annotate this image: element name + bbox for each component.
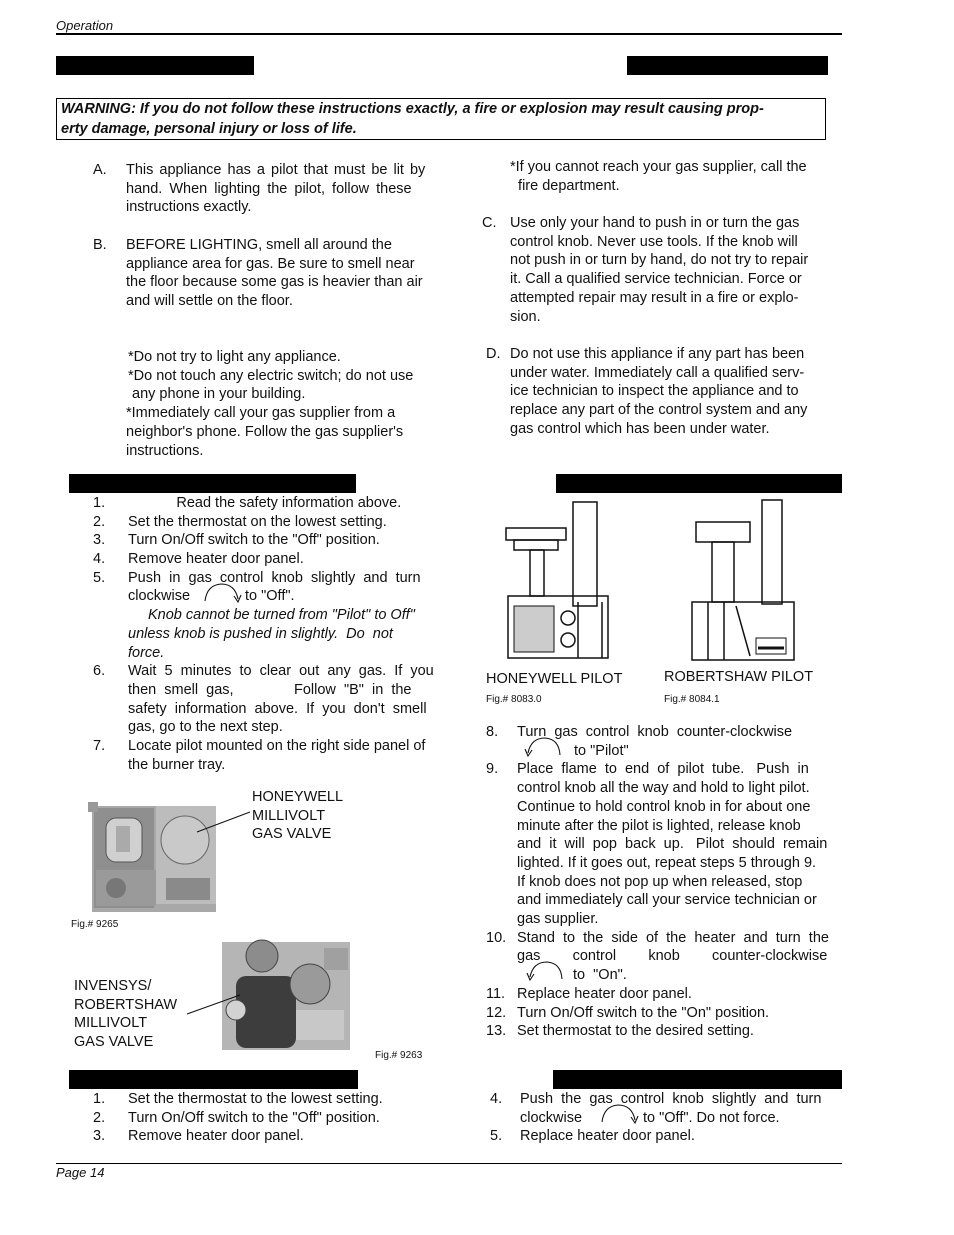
step-text: Turn gas control knob counter-clockwise [517,724,793,740]
step-text: clockwise [520,1109,583,1126]
step-text: to "Pilot" [574,742,629,759]
safety-c-line: control knob. Never use tools. If the knob will [510,233,798,250]
step-text: gas control knob counter-clockwise [517,948,828,965]
shutoff-bar-left [69,1070,358,1089]
step-text: Remove heater door panel. [128,551,304,568]
fig-9265-caption: Fig.# 9265 [71,919,119,930]
step-text-line [520,1109,840,1128]
safety-c-line: attempted repair may result in a fire or explo- [510,289,799,306]
label-line: GAS VALVE [74,1034,154,1051]
step-text: and it will pop back up. Pilot should remain [517,836,828,853]
bullet-line: any phone in your building. [128,386,306,403]
section-header: Operation [56,18,114,33]
step-text: control knob all the way and hold to light pilot. [517,780,810,797]
step-number: 1. [93,495,106,511]
step-number: 5. [490,1128,503,1145]
safety-c-line: Use only your hand to push in or turn the gas [510,215,800,231]
safety-d-line: under water. Immediately call a qualified serv- [510,364,805,381]
lighting-step [93,662,445,737]
shutoff-step [93,1109,433,1128]
step-text: to "Off". Do not force. [643,1109,780,1126]
lighting-steps [93,494,445,774]
step-text: gas, go to the next step. [128,719,283,736]
lighting-step [93,569,445,588]
honeywell-pilot-label: HONEYWELL PILOT [486,671,623,687]
safety-d-line: gas control which has been under water. [510,420,770,437]
step-text: minute after the pilot is lighted, release knob [517,817,801,834]
safety-b-line: appliance area for gas. Be sure to smell near [126,255,415,272]
lighting-step [486,1004,836,1023]
step-text: Set the thermostat on the lowest setting. [128,513,387,530]
step-text: and immediately call your service technician or [517,892,817,909]
safety-d-line: ice technician to inspect the appliance and to [510,383,799,400]
step-number: 1. [93,1091,106,1107]
lighting-bar-right [556,474,842,493]
bullet-line: *Immediately call your gas supplier from a [126,405,396,422]
header-rule [56,33,842,35]
lighting-step [486,1022,836,1041]
step-number: 10. [486,929,507,946]
safety-c-line: not push in or turn by hand, do not try to repair [510,252,809,269]
step-text: clockwise [128,588,191,605]
invensys-valve-leader [185,992,245,1017]
bullet-line: *Do not touch any electric switch; do not use [128,367,414,384]
lighting-step [93,550,445,569]
step-number: 13. [486,1023,507,1040]
title-bar-left [56,56,254,75]
lighting-step [93,587,445,606]
clockwise-arrow-icon [598,1102,640,1126]
bullet-line: *Do not try to light any appliance. [128,349,341,365]
step-text: to "On". [573,967,627,984]
lighting-step [93,737,445,774]
step-text: Remove heater door panel. [128,1128,304,1145]
step-text: If knob does not pop up when released, stop [517,873,803,890]
step-text: Stand to the side of the heater and turn the [517,929,829,946]
lighting-step [93,513,445,532]
lighting-step [486,723,836,760]
step-text: gas supplier. [517,911,599,928]
footer-rule [56,1163,842,1164]
label-line: ROBERTSHAW [74,996,178,1013]
step-text-line [517,742,836,761]
page-number: Page 14 [56,1165,105,1180]
step-text: Set thermostat to the desired setting. [517,1023,754,1040]
safety-b-letter: B. [93,237,107,253]
step-text: Turn On/Off switch to the "Off" position. [128,532,380,549]
step-text: Turn On/Off switch to the "Off" position. [128,1109,380,1126]
step-text: Replace heater door panel. [517,985,692,1002]
step-number: 4. [93,551,106,568]
shutoff-steps [93,1090,433,1146]
lighting-step [486,760,836,928]
step-text: safety information above. If you don't smell [128,700,427,717]
safety-a-line: hand. When lighting the pilot, follow these [126,180,412,197]
step-number: 2. [93,1109,106,1126]
safety-a-text [126,161,445,217]
lighting-step [93,531,445,550]
safety-a-letter: A. [93,162,107,178]
honeywell-valve-leader [195,810,255,835]
step-text: to "Off". [245,588,295,605]
lighting-step [486,985,836,1004]
step-number: 5. [93,569,106,586]
robertshaw-pilot-drawing [688,498,798,664]
step-number: 3. [93,1128,106,1145]
safety-c-line: it. Call a qualified service technician. Force or [510,271,802,288]
step-text: Wait 5 minutes to clear out any gas. If you [128,663,434,680]
step-text: the burner tray. [128,756,226,773]
step-number: 9. [486,761,499,778]
step-text: Locate pilot mounted on the right side panel of [128,738,426,755]
safety-b-line: BEFORE LIGHTING, smell all around the [126,237,392,253]
label-line: INVENSYS/ [74,978,152,994]
safety-a-line: instructions exactly. [126,199,252,216]
safety-b-text [126,236,445,311]
step-text: Continue to hold control knob in for about one [517,798,811,815]
step-text: Set the thermostat to the lowest setting. [128,1091,383,1107]
label-line: HONEYWELL [252,789,344,805]
shutoff-step [93,1090,433,1109]
step-number: 6. [93,663,106,680]
step-number: 3. [93,532,106,549]
counter-clockwise-arrow-icon [525,959,567,983]
lighting-step [486,929,836,985]
bullet-line: neighbor's phone. Follow the gas supplier's [126,423,404,440]
warning-line-1: WARNING: If you do not follow these instructions exactly, a fire or explosion may result causing prop- [61,101,764,117]
step-text: Place flame to end of pilot tube. Push in [517,761,809,778]
honeywell-pilot-drawing [500,498,612,664]
note-line: force. [128,644,165,661]
safety-d-line: replace any part of the control system and any [510,402,808,419]
fig-8083-caption: Fig.# 8083.0 [486,694,542,705]
lighting-step [93,494,445,513]
title-bar-right [627,56,828,75]
lighting-bar-left [69,474,356,493]
step-text: lighted. If it goes out, repeat steps 5 through 9. [517,854,817,871]
safety-bullets [126,348,413,460]
bullet-line: *If you cannot reach your gas supplier, call the [510,159,807,175]
label-line: MILLIVOLT [252,807,326,824]
step-text: Push the gas control knob slightly and turn [520,1091,822,1107]
safety-a-line: This appliance has a pilot that must be lit by [126,162,426,178]
clockwise-arrow-icon [201,581,243,605]
safety-c-line: sion. [510,308,541,325]
step5-note [93,606,445,662]
right-bullets [510,158,807,195]
note-line: unless knob is pushed in slightly. Do not [128,625,393,642]
fig-8084-caption: Fig.# 8084.1 [664,694,720,705]
step-text: then smell gas, Follow "B" in the [128,681,412,698]
label-line: GAS VALVE [252,826,332,843]
step-number: 2. [93,513,106,530]
step-number: 4. [490,1091,503,1107]
invensys-valve-label [74,977,177,1052]
step-text: Replace heater door panel. [520,1128,695,1145]
shutoff-bar-right [553,1070,842,1089]
step-text: Turn On/Off switch to the "On" position. [517,1004,770,1021]
honeywell-valve-label [252,788,343,844]
safety-b-line: and will settle on the floor. [126,293,293,310]
shutoff-step [93,1127,433,1146]
shutoff-step [490,1127,840,1146]
warning-line-2: erty damage, personal injury or loss of life. [61,121,357,137]
fig-9263-caption: Fig.# 9263 [375,1050,423,1061]
step-number: 12. [486,1004,507,1021]
shutoff-steps-right [490,1090,840,1146]
lighting-steps-right [486,723,836,1041]
robertshaw-pilot-label: ROBERTSHAW PILOT [664,669,814,685]
step-number: 7. [93,738,106,755]
label-line: MILLIVOLT [74,1015,148,1032]
step-number: 11. [486,985,506,1002]
safety-d-letter: D. [486,346,501,362]
shutoff-step [490,1090,840,1127]
step-text: Push in gas control knob slightly and turn [128,569,421,586]
safety-d-line: Do not use this appliance if any part has been [510,346,805,362]
safety-d-text [510,345,807,439]
bullet-line: instructions. [126,442,204,459]
warning-box [56,98,826,140]
safety-c-letter: C. [482,215,497,231]
bullet-line: fire department. [510,177,620,194]
step-text-line [517,966,836,985]
safety-b-line: the floor because some gas is heavier than air [126,274,423,291]
counter-clockwise-arrow-icon [523,735,565,759]
safety-c-text [510,214,808,326]
note-line: Knob cannot be turned from "Pilot" to Off" [148,607,415,624]
step-number: 8. [486,724,499,740]
step-text: Read the safety information above. [128,495,402,511]
